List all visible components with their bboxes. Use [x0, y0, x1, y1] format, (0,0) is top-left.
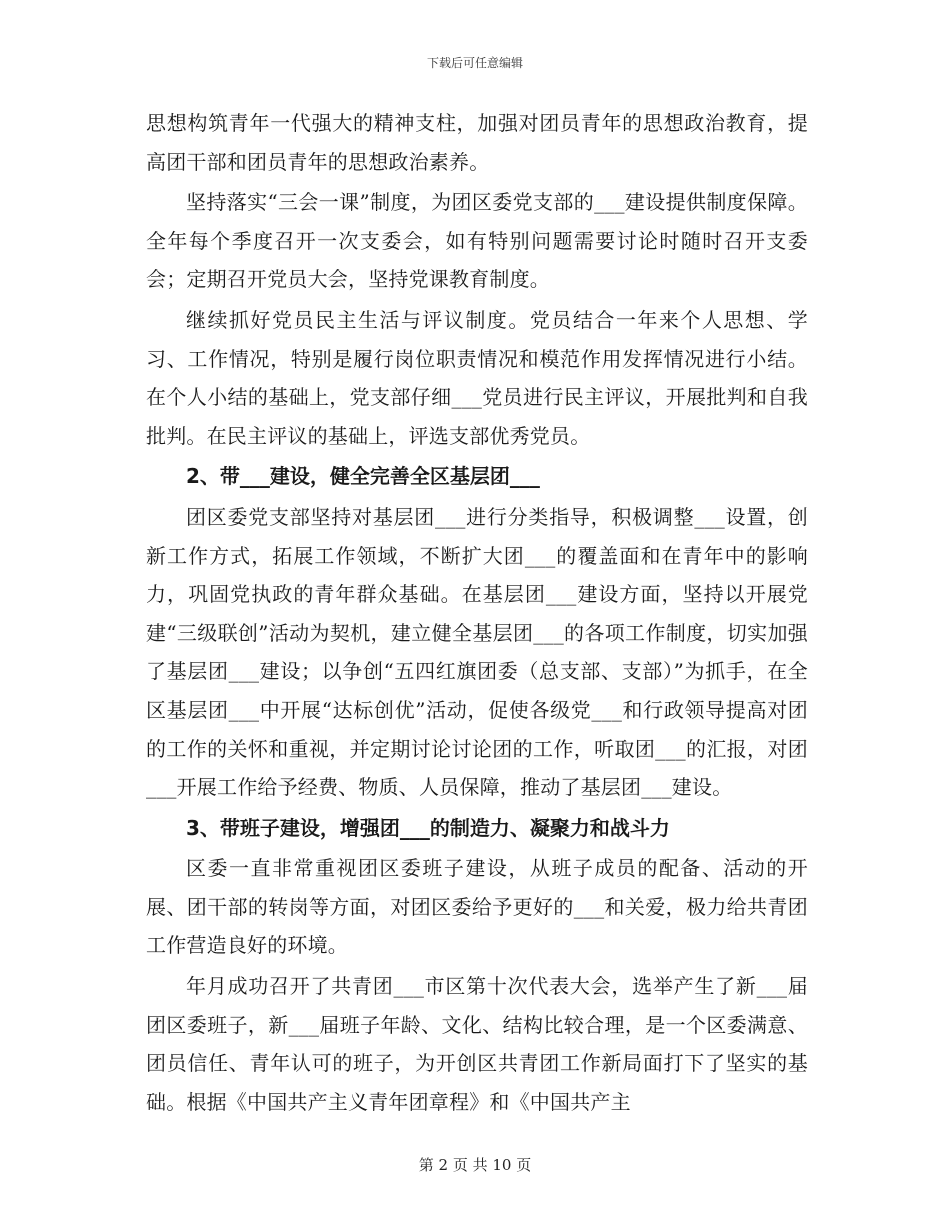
section-heading-3: 3、带班子建设，增强团___的制造力、凝聚力和战斗力 [186, 815, 670, 840]
section-heading-2: 2、带___建设，健全完善全区基层团___ [186, 464, 540, 489]
paragraph-4: 团区委党支部坚持对基层团___进行分类指导，积极调整___设置，创新工作方式，拓展工作领域，不断扩大团___的覆盖面和在青年中的影响力，巩固党执政的青年群众基础。在基层团___建设方面，坚持以开展党建“三级联创”活动为契机，建立健全基层团___的各项工作制度，切实加强了基层团___建设；以争创“五四红旗团委（总支部、支部）”为抓手，在全区基层团___中开展“达标创优”活动，促使各级党___和行政领导提高对团的工作的关怀和重视，并定期讨论讨论团的工作，听取团___的汇报，对团___开展工作给予经费、物质、人员保障，推动了基层团___建设。 [146, 504, 808, 800]
document-body [146, 104, 808, 1123]
page-header: 下载后可任意编辑 [426, 56, 523, 70]
paragraph-2: 坚持落实“三会一课”制度，为团区委党支部的___建设提供制度保障。全年每个季度召开一次支委会，如有特别问题需要讨论时随时召开支委会；定期召开党员大会，坚持党课教育制度。 [146, 190, 808, 292]
paragraph-3: 继续抓好党员民主生活与评议制度。党员结合一年来个人思想、学习、工作情况，特别是履行岗位职责情况和模范作用发挥情况进行小结。在个人小结的基础上，党支部仔细___党员进行民主评议，开展批判和自我批判。在民主评议的基础上，评选支部优秀党员。 [146, 307, 808, 448]
paragraph-6: 年月成功召开了共青团___市区第十次代表大会，选举产生了新___届团区委班子，新___届班子年龄、文化、结构比较合理，是一个区委满意、团员信任、青年认可的班子，为开创区共青团工作新局面打下了坚实的基础。根据《中国共产主义青年团章程》和《中国共产主 [146, 974, 808, 1114]
page-footer: 第 2 页 共 10 页 [418, 1156, 532, 1174]
paragraph-1: 思想构筑青年一代强大的精神支柱，加强对团员青年的思想政治教育，提高团干部和团员青年的思想政治素养。 [146, 111, 808, 174]
paragraph-5: 区委一直非常重视团区委班子建设，从班子成员的配备、活动的开展、团干部的转岗等方面，对团区委给予更好的___和关爱，极力给共青团工作营造良好的环境。 [146, 856, 808, 958]
